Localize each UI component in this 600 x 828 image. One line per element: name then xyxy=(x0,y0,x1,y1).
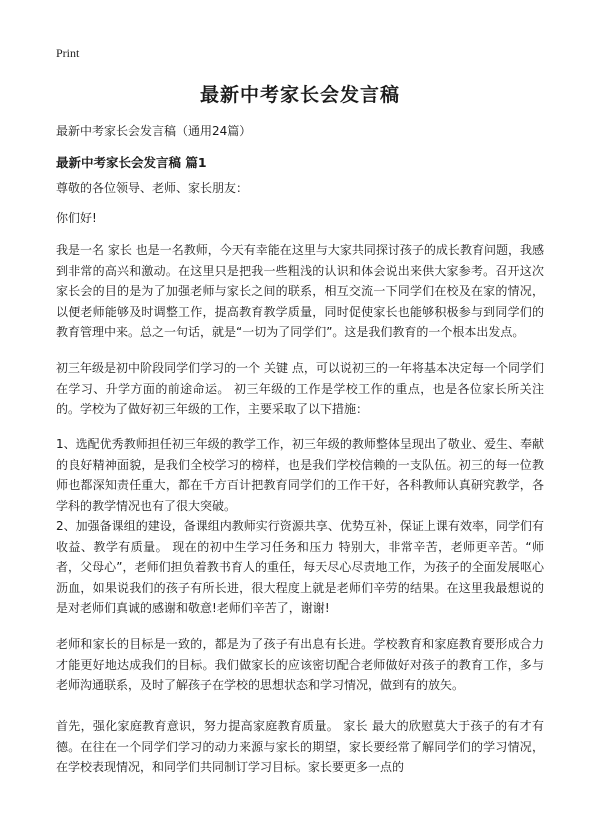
body-paragraph: 我是一名 家长 也是一名教师，今天有幸能在这里与大家共同探讨孩子的成长教育问题，我感到非常的高兴和激动。在这里只是把我一些粗浅的认识和体会说出来供大家参考。召开这次家长会的目的是为了加强老师与家长之间的联系，相互交流一下同学们在校及在家的情况，以便老师能够及时调整工作，提高教育教学质量，同时促使家长也能够积极参与到同学们的教育管理中来。总之一句话，就是“一切为了同学们”。这是我们教育的一个根本出发点。 xyxy=(56,243,544,339)
print-link[interactable]: Print xyxy=(56,46,80,60)
body-paragraph: 老师和家长的目标是一致的，都是为了孩子有出息有长进。学校教育和家庭教育要形成合力才能更好地达成我们的目标。我们做家长的应该密切配合老师做好对孩子的教育工作，多与老师沟通联系，及时了解孩子在学校的思想状态和学习情况，做到有的放矢。 xyxy=(56,637,544,692)
document-title: 最新中考家长会发言稿 xyxy=(199,84,400,106)
greeting: 你们好! xyxy=(56,211,97,225)
body-paragraph: 初三年级是初中阶段同学们学习的一个 关键 点，可以说初三的一年将基本决定每一个同学们在学习、升学方面的前途命运。 初三年级的工作是学校工作的重点，也是各位家长所关注的。学校为了做好初三年级的工作，主要采取了以下措施： xyxy=(56,361,544,416)
body-paragraph: 首先，强化家庭教育意识，努力提高家庭教育质量。 家长 最大的欣慰莫大于孩子的有才有德。在往在一个同学们学习的动力来源与家长的期望，家长要经常了解同学们的学习情况，在学校表现情况，和同学们共同制订学习目标。家长要更多一点的 xyxy=(56,719,544,774)
body-paragraph: 2、加强备课组的建设，备课组内教师实行资源共享、优势互补，保证上课有效率，同学们有收益、教学有质量。 现在的初中生学习任务和压力 特别大，非常辛苦，老师更辛苦。“师者，父母心”，老师们担负着教书育人的重任，每天尽心尽责地工作，为孩子的全面发展呕心沥血，如果说我们的孩子有所长进，很大程度上就是老师们辛劳的结果。在这里我最想说的是对老师们真诚的感谢和敬意!老师们辛苦了，谢谢! xyxy=(56,519,544,615)
body-paragraph: 1、选配优秀教师担任初三年级的教学工作，初三年级的教师整体呈现出了敬业、爱生、奉献的良好精神面貌，是我们全校学习的榜样，也是我们学校信赖的一支队伍。初三的每一位教师也都深知责任重大，都在千方百计把教育同学们的工作干好，各科教师认真研究教学，各学科的教学情况也有了很大突破。 xyxy=(56,437,544,513)
document-subtitle: 最新中考家长会发言稿（通用24篇） xyxy=(56,124,252,138)
section-heading: 最新中考家长会发言稿 篇1 xyxy=(56,155,207,170)
salutation: 尊敬的各位领导、老师、家长朋友： xyxy=(56,181,249,195)
